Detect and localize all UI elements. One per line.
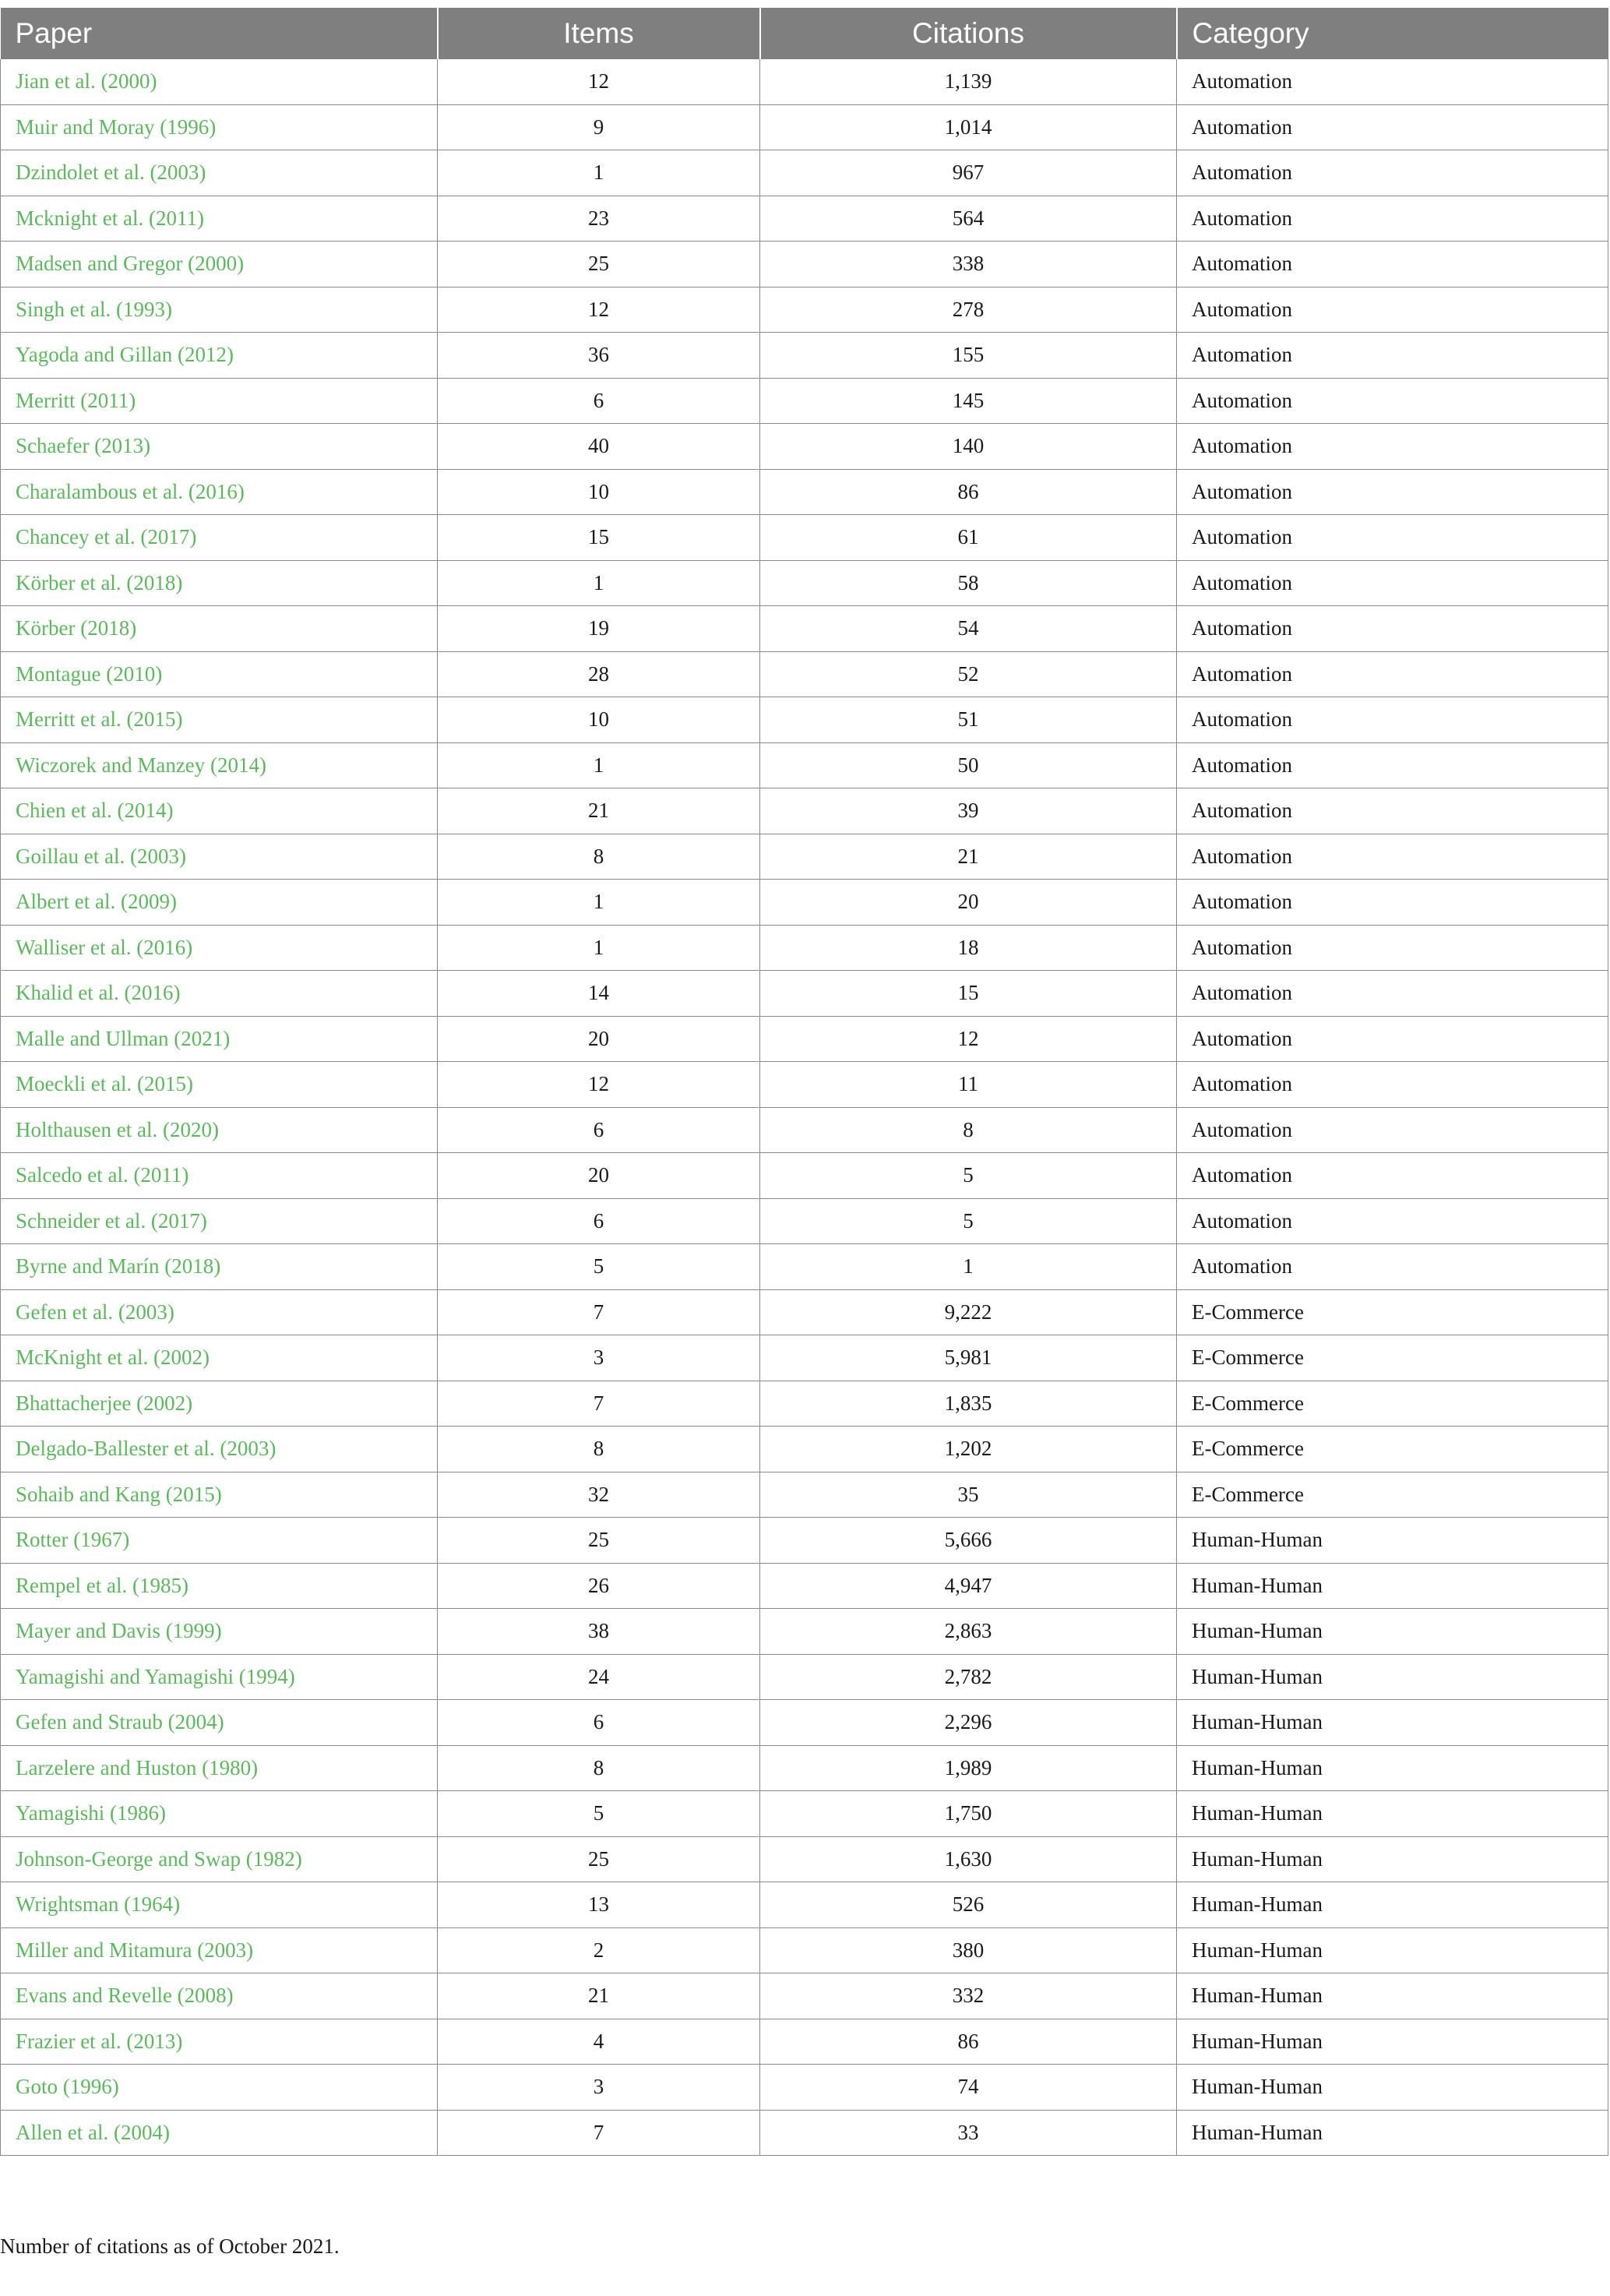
table-row bbox=[1, 1472, 1608, 1518]
table-row bbox=[1, 651, 1608, 697]
items-cell: 9 bbox=[438, 104, 760, 150]
paper-link[interactable]: Gefen and Straub (2004) bbox=[1, 1700, 438, 1746]
table-row bbox=[1, 1745, 1608, 1791]
category-cell: Human-Human bbox=[1177, 1563, 1608, 1609]
paper-link[interactable]: Mcknight et al. (2011) bbox=[1, 196, 438, 242]
citations-cell: 278 bbox=[760, 287, 1177, 333]
table-row bbox=[1, 1836, 1608, 1882]
citations-cell: 54 bbox=[760, 606, 1177, 652]
category-cell: Human-Human bbox=[1177, 1518, 1608, 1564]
category-cell: E-Commerce bbox=[1177, 1381, 1608, 1427]
items-cell: 12 bbox=[438, 287, 760, 333]
category-cell: Human-Human bbox=[1177, 2110, 1608, 2156]
items-cell: 6 bbox=[438, 1107, 760, 1153]
table-row bbox=[1, 834, 1608, 880]
paper-link[interactable]: Larzelere and Huston (1980) bbox=[1, 1745, 438, 1791]
paper-link[interactable]: Schneider et al. (2017) bbox=[1, 1198, 438, 1244]
citations-cell: 74 bbox=[760, 2065, 1177, 2111]
paper-link[interactable]: Yamagishi and Yamagishi (1994) bbox=[1, 1654, 438, 1700]
column-header-items: Items bbox=[438, 8, 760, 59]
citations-cell: 380 bbox=[760, 1927, 1177, 1973]
citations-cell: 2,782 bbox=[760, 1654, 1177, 1700]
citations-cell: 4,947 bbox=[760, 1563, 1177, 1609]
items-cell: 5 bbox=[438, 1244, 760, 1290]
items-cell: 1 bbox=[438, 150, 760, 196]
category-cell: Automation bbox=[1177, 196, 1608, 242]
category-cell: E-Commerce bbox=[1177, 1472, 1608, 1518]
paper-link[interactable]: Chien et al. (2014) bbox=[1, 788, 438, 834]
paper-link[interactable]: Körber (2018) bbox=[1, 606, 438, 652]
category-cell: Automation bbox=[1177, 925, 1608, 971]
column-header-category: Category bbox=[1177, 8, 1608, 59]
category-cell: Human-Human bbox=[1177, 1882, 1608, 1928]
citations-cell: 52 bbox=[760, 651, 1177, 697]
category-cell: Automation bbox=[1177, 880, 1608, 926]
table-row bbox=[1, 925, 1608, 971]
items-cell: 14 bbox=[438, 971, 760, 1017]
items-cell: 21 bbox=[438, 1973, 760, 2019]
category-cell: Automation bbox=[1177, 606, 1608, 652]
category-cell: Automation bbox=[1177, 1016, 1608, 1062]
paper-link[interactable]: Mayer and Davis (1999) bbox=[1, 1609, 438, 1655]
category-cell: Automation bbox=[1177, 378, 1608, 424]
items-cell: 1 bbox=[438, 880, 760, 926]
category-cell: Human-Human bbox=[1177, 1836, 1608, 1882]
category-cell: Automation bbox=[1177, 242, 1608, 287]
citations-cell: 50 bbox=[760, 742, 1177, 788]
citations-cell: 145 bbox=[760, 378, 1177, 424]
table-row bbox=[1, 378, 1608, 424]
table-row bbox=[1, 1289, 1608, 1335]
table-row bbox=[1, 150, 1608, 196]
citations-cell: 5,666 bbox=[760, 1518, 1177, 1564]
paper-link[interactable]: Johnson-George and Swap (1982) bbox=[1, 1836, 438, 1882]
paper-link[interactable]: Bhattacherjee (2002) bbox=[1, 1381, 438, 1427]
citations-cell: 33 bbox=[760, 2110, 1177, 2156]
category-cell: Human-Human bbox=[1177, 1791, 1608, 1837]
items-cell: 3 bbox=[438, 1335, 760, 1381]
paper-link[interactable]: Goillau et al. (2003) bbox=[1, 834, 438, 880]
paper-link[interactable]: Frazier et al. (2013) bbox=[1, 2019, 438, 2065]
paper-link[interactable]: Moeckli et al. (2015) bbox=[1, 1062, 438, 1108]
items-cell: 38 bbox=[438, 1609, 760, 1655]
table-row bbox=[1, 2065, 1608, 2111]
category-cell: Human-Human bbox=[1177, 2019, 1608, 2065]
table-row bbox=[1, 59, 1608, 104]
table-row bbox=[1, 1563, 1608, 1609]
category-cell: Automation bbox=[1177, 651, 1608, 697]
items-cell: 6 bbox=[438, 1700, 760, 1746]
category-cell: Automation bbox=[1177, 742, 1608, 788]
table-row bbox=[1, 469, 1608, 515]
items-cell: 10 bbox=[438, 697, 760, 743]
paper-link[interactable]: Merritt et al. (2015) bbox=[1, 697, 438, 743]
table-header bbox=[1, 8, 1608, 59]
items-cell: 10 bbox=[438, 469, 760, 515]
citations-cell: 1,835 bbox=[760, 1381, 1177, 1427]
category-cell: Automation bbox=[1177, 1062, 1608, 1108]
category-cell: Human-Human bbox=[1177, 1927, 1608, 1973]
citations-cell: 332 bbox=[760, 1973, 1177, 2019]
category-cell: Automation bbox=[1177, 150, 1608, 196]
items-cell: 6 bbox=[438, 378, 760, 424]
paper-link[interactable]: Charalambous et al. (2016) bbox=[1, 469, 438, 515]
category-cell: Automation bbox=[1177, 424, 1608, 470]
category-cell: Automation bbox=[1177, 1198, 1608, 1244]
items-cell: 28 bbox=[438, 651, 760, 697]
table-row bbox=[1, 2110, 1608, 2156]
category-cell: Automation bbox=[1177, 971, 1608, 1017]
items-cell: 25 bbox=[438, 242, 760, 287]
citations-cell: 8 bbox=[760, 1107, 1177, 1153]
paper-link[interactable]: McKnight et al. (2002) bbox=[1, 1335, 438, 1381]
citations-cell: 564 bbox=[760, 196, 1177, 242]
paper-link[interactable]: Montague (2010) bbox=[1, 651, 438, 697]
paper-link[interactable]: Jian et al. (2000) bbox=[1, 59, 438, 104]
category-cell: Automation bbox=[1177, 287, 1608, 333]
category-cell: Automation bbox=[1177, 104, 1608, 150]
paper-link[interactable]: Malle and Ullman (2021) bbox=[1, 1016, 438, 1062]
table-row bbox=[1, 515, 1608, 561]
items-cell: 12 bbox=[438, 59, 760, 104]
category-cell: Automation bbox=[1177, 333, 1608, 379]
citations-cell: 11 bbox=[760, 1062, 1177, 1108]
table-row bbox=[1, 1107, 1608, 1153]
paper-link[interactable]: Holthausen et al. (2020) bbox=[1, 1107, 438, 1153]
items-cell: 1 bbox=[438, 925, 760, 971]
paper-link[interactable]: Allen et al. (2004) bbox=[1, 2110, 438, 2156]
category-cell: E-Commerce bbox=[1177, 1427, 1608, 1472]
paper-link[interactable]: Albert et al. (2009) bbox=[1, 880, 438, 926]
items-cell: 8 bbox=[438, 834, 760, 880]
items-cell: 20 bbox=[438, 1153, 760, 1199]
table-row bbox=[1, 1153, 1608, 1199]
items-cell: 13 bbox=[438, 1882, 760, 1928]
citations-cell: 1,630 bbox=[760, 1836, 1177, 1882]
citations-cell: 20 bbox=[760, 880, 1177, 926]
paper-link[interactable]: Salcedo et al. (2011) bbox=[1, 1153, 438, 1199]
items-cell: 25 bbox=[438, 1518, 760, 1564]
items-cell: 7 bbox=[438, 1381, 760, 1427]
citations-cell: 5,981 bbox=[760, 1335, 1177, 1381]
table-row bbox=[1, 971, 1608, 1017]
category-cell: Human-Human bbox=[1177, 1745, 1608, 1791]
table-row bbox=[1, 1700, 1608, 1746]
paper-link[interactable]: Muir and Moray (1996) bbox=[1, 104, 438, 150]
citations-cell: 39 bbox=[760, 788, 1177, 834]
category-cell: Automation bbox=[1177, 834, 1608, 880]
table-row bbox=[1, 2019, 1608, 2065]
items-cell: 12 bbox=[438, 1062, 760, 1108]
citations-cell: 1 bbox=[760, 1244, 1177, 1290]
citations-cell: 9,222 bbox=[760, 1289, 1177, 1335]
items-cell: 6 bbox=[438, 1198, 760, 1244]
category-cell: Human-Human bbox=[1177, 1609, 1608, 1655]
paper-link[interactable]: Sohaib and Kang (2015) bbox=[1, 1472, 438, 1518]
paper-link[interactable]: Miller and Mitamura (2003) bbox=[1, 1927, 438, 1973]
table-row bbox=[1, 1973, 1608, 2019]
table-row bbox=[1, 242, 1608, 287]
items-cell: 36 bbox=[438, 333, 760, 379]
category-cell: Human-Human bbox=[1177, 1700, 1608, 1746]
category-cell: Automation bbox=[1177, 515, 1608, 561]
table-row bbox=[1, 104, 1608, 150]
paper-link[interactable]: Khalid et al. (2016) bbox=[1, 971, 438, 1017]
table-row bbox=[1, 788, 1608, 834]
items-cell: 1 bbox=[438, 560, 760, 606]
category-cell: Automation bbox=[1177, 1107, 1608, 1153]
items-cell: 2 bbox=[438, 1927, 760, 1973]
category-cell: E-Commerce bbox=[1177, 1289, 1608, 1335]
category-cell: Human-Human bbox=[1177, 1654, 1608, 1700]
citations-cell: 35 bbox=[760, 1472, 1177, 1518]
category-cell: Automation bbox=[1177, 1153, 1608, 1199]
paper-link[interactable]: Dzindolet et al. (2003) bbox=[1, 150, 438, 196]
items-cell: 5 bbox=[438, 1791, 760, 1837]
citations-cell: 140 bbox=[760, 424, 1177, 470]
items-cell: 8 bbox=[438, 1427, 760, 1472]
citations-cell: 61 bbox=[760, 515, 1177, 561]
paper-link[interactable]: Madsen and Gregor (2000) bbox=[1, 242, 438, 287]
citations-cell: 1,014 bbox=[760, 104, 1177, 150]
category-cell: Automation bbox=[1177, 697, 1608, 743]
table-row bbox=[1, 560, 1608, 606]
table-row bbox=[1, 1518, 1608, 1564]
paper-link[interactable]: Wiczorek and Manzey (2014) bbox=[1, 742, 438, 788]
items-cell: 23 bbox=[438, 196, 760, 242]
paper-link[interactable]: Evans and Revelle (2008) bbox=[1, 1973, 438, 2019]
table-row bbox=[1, 880, 1608, 926]
paper-link[interactable]: Gefen et al. (2003) bbox=[1, 1289, 438, 1335]
citations-cell: 18 bbox=[760, 925, 1177, 971]
citations-cell: 155 bbox=[760, 333, 1177, 379]
paper-link[interactable]: Körber et al. (2018) bbox=[1, 560, 438, 606]
items-cell: 4 bbox=[438, 2019, 760, 2065]
category-cell: Automation bbox=[1177, 469, 1608, 515]
table-row bbox=[1, 1335, 1608, 1381]
table-row bbox=[1, 1381, 1608, 1427]
paper-link[interactable]: Goto (1996) bbox=[1, 2065, 438, 2111]
items-cell: 24 bbox=[438, 1654, 760, 1700]
table-row bbox=[1, 1016, 1608, 1062]
paper-link[interactable]: Chancey et al. (2017) bbox=[1, 515, 438, 561]
table-row bbox=[1, 287, 1608, 333]
items-cell: 7 bbox=[438, 1289, 760, 1335]
citations-cell: 12 bbox=[760, 1016, 1177, 1062]
citations-cell: 967 bbox=[760, 150, 1177, 196]
citations-cell: 338 bbox=[760, 242, 1177, 287]
table-row bbox=[1, 1062, 1608, 1108]
table-row bbox=[1, 333, 1608, 379]
items-cell: 21 bbox=[438, 788, 760, 834]
paper-link[interactable]: Yagoda and Gillan (2012) bbox=[1, 333, 438, 379]
table-row bbox=[1, 1609, 1608, 1655]
table-body bbox=[1, 59, 1608, 2156]
column-header-paper: Paper bbox=[1, 8, 438, 59]
category-cell: Automation bbox=[1177, 560, 1608, 606]
column-header-citations: Citations bbox=[760, 8, 1177, 59]
paper-link[interactable]: Rempel et al. (1985) bbox=[1, 1563, 438, 1609]
items-cell: 7 bbox=[438, 2110, 760, 2156]
table-row bbox=[1, 424, 1608, 470]
table-row bbox=[1, 1244, 1608, 1290]
paper-link[interactable]: Merritt (2011) bbox=[1, 378, 438, 424]
table-row bbox=[1, 1882, 1608, 1928]
items-cell: 32 bbox=[438, 1472, 760, 1518]
citations-cell: 5 bbox=[760, 1153, 1177, 1199]
citations-cell: 526 bbox=[760, 1882, 1177, 1928]
table-row bbox=[1, 742, 1608, 788]
citations-table bbox=[0, 8, 1608, 2156]
citations-cell: 21 bbox=[760, 834, 1177, 880]
category-cell: E-Commerce bbox=[1177, 1335, 1608, 1381]
paper-link[interactable]: Byrne and Marín (2018) bbox=[1, 1244, 438, 1290]
items-cell: 20 bbox=[438, 1016, 760, 1062]
paper-link[interactable]: Rotter (1967) bbox=[1, 1518, 438, 1564]
citations-cell: 58 bbox=[760, 560, 1177, 606]
category-cell: Human-Human bbox=[1177, 2065, 1608, 2111]
items-cell: 3 bbox=[438, 2065, 760, 2111]
category-cell: Automation bbox=[1177, 788, 1608, 834]
citations-cell: 86 bbox=[760, 469, 1177, 515]
citations-cell: 86 bbox=[760, 2019, 1177, 2065]
table-row bbox=[1, 1427, 1608, 1472]
table-row bbox=[1, 1654, 1608, 1700]
items-cell: 1 bbox=[438, 742, 760, 788]
citations-cell: 1,750 bbox=[760, 1791, 1177, 1837]
table-row bbox=[1, 1198, 1608, 1244]
citations-cell: 51 bbox=[760, 697, 1177, 743]
table-row bbox=[1, 606, 1608, 652]
citations-cell: 2,296 bbox=[760, 1700, 1177, 1746]
items-cell: 8 bbox=[438, 1745, 760, 1791]
table-row bbox=[1, 196, 1608, 242]
items-cell: 40 bbox=[438, 424, 760, 470]
items-cell: 19 bbox=[438, 606, 760, 652]
citations-table-container bbox=[0, 8, 1610, 2156]
table-row bbox=[1, 697, 1608, 743]
citations-cell: 15 bbox=[760, 971, 1177, 1017]
citations-cell: 2,863 bbox=[760, 1609, 1177, 1655]
paper-link[interactable]: Delgado-Ballester et al. (2003) bbox=[1, 1427, 438, 1472]
citations-cell: 5 bbox=[760, 1198, 1177, 1244]
category-cell: Automation bbox=[1177, 1244, 1608, 1290]
table-footnote: Number of citations as of October 2021. bbox=[0, 2234, 340, 2258]
paper-link[interactable]: Singh et al. (1993) bbox=[1, 287, 438, 333]
citations-cell: 1,139 bbox=[760, 59, 1177, 104]
items-cell: 15 bbox=[438, 515, 760, 561]
category-cell: Automation bbox=[1177, 59, 1608, 104]
paper-link[interactable]: Yamagishi (1986) bbox=[1, 1791, 438, 1837]
paper-link[interactable]: Wrightsman (1964) bbox=[1, 1882, 438, 1928]
items-cell: 26 bbox=[438, 1563, 760, 1609]
citations-cell: 1,202 bbox=[760, 1427, 1177, 1472]
paper-link[interactable]: Walliser et al. (2016) bbox=[1, 925, 438, 971]
table-row bbox=[1, 1927, 1608, 1973]
paper-link[interactable]: Schaefer (2013) bbox=[1, 424, 438, 470]
table-header-row bbox=[1, 8, 1608, 59]
table-row bbox=[1, 1791, 1608, 1837]
items-cell: 25 bbox=[438, 1836, 760, 1882]
category-cell: Human-Human bbox=[1177, 1973, 1608, 2019]
citations-cell: 1,989 bbox=[760, 1745, 1177, 1791]
